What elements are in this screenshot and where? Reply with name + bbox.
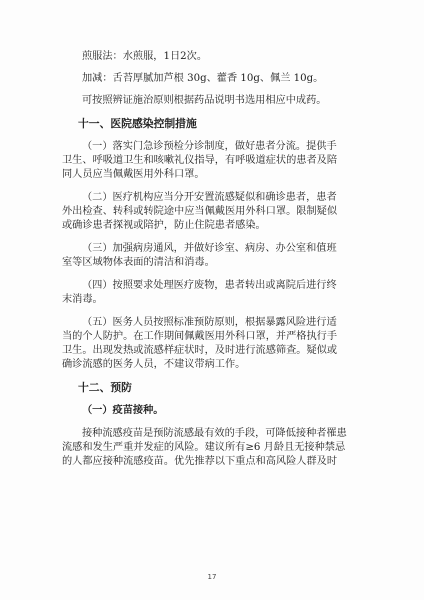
- vaccination-subheading: （一）疫苗接种。: [82, 405, 164, 416]
- section-11-paragraph-4: [62, 279, 364, 307]
- paragraph-line: 外出检查、转科或转院途中应当佩戴医用外科口罩。限制疑似: [62, 206, 338, 217]
- section-11-paragraph-5: [62, 316, 364, 372]
- paragraph-line: （四）按照要求处理医疗废物，患者转出或离院后进行终: [82, 280, 337, 291]
- paragraph-line: 当的个人防护。在工作期间佩戴医用外科口罩，并严格执行手: [62, 331, 338, 342]
- paragraph-line: 或确诊患者探视或陪护，防止住院患者感染。: [62, 220, 266, 231]
- page-content: [62, 50, 364, 478]
- page-number: 17: [207, 573, 217, 581]
- paragraph-line: （二）医疗机构应当分开安置流感疑似和确诊患者，患者: [82, 192, 337, 203]
- section-11-paragraph-3: [62, 242, 364, 270]
- paragraph-line: （五）医务人员按照标准预防原则，根据暴露风险进行适: [82, 317, 337, 328]
- paragraph-line: 卫生、呼吸道卫生和咳嗽礼仪指导，有呼吸道症状的患者及陪: [62, 155, 338, 166]
- paragraph-line: 流感和发生严重并发症的风险。建议所有≥6 月龄且无接种禁忌: [62, 442, 346, 453]
- paragraph-line: 同人员应当佩戴医用外科口罩。: [62, 169, 205, 180]
- paragraph-line: （一）落实门急诊预检分诊制度，做好患者分流。提供手: [82, 141, 337, 152]
- paragraph-line: 接种流感疫苗是预防流感最有效的手段，可降低接种者罹患: [82, 428, 347, 439]
- section-11-heading: 十一、医院感染控制措施: [78, 117, 197, 130]
- modification-note: 加减：舌苔厚腻加芦根 30g、藿香 10g、佩兰 10g。: [82, 73, 324, 84]
- patent-medicine-note: 可按照辨证施治原则根据药品说明书选用相应中成药。: [82, 95, 327, 106]
- section-11-paragraph-1: [62, 140, 364, 182]
- paragraph-line: 末消毒。: [62, 294, 103, 305]
- section-12-heading: 十二、预防: [78, 381, 132, 394]
- vaccination-paragraph: [62, 427, 364, 469]
- paragraph-line: 室等区域物体表面的清洁和消毒。: [62, 257, 215, 268]
- paragraph-line: （三）加强病房通风，并做好诊室、病房、办公室和值班: [82, 243, 337, 254]
- decoction-method: 煎服法：水煎服，1日2次。: [82, 51, 208, 62]
- section-11-paragraph-2: [62, 191, 364, 233]
- paragraph-line: 确诊流感的医务人员，不建议带病工作。: [62, 359, 246, 370]
- paragraph-line: 卫生。出现发热或流感样症状时，及时进行流感筛查。疑似或: [62, 345, 338, 356]
- paragraph-line: 的人都应接种流感疫苗。优先推荐以下重点和高风险人群及时: [62, 456, 338, 467]
